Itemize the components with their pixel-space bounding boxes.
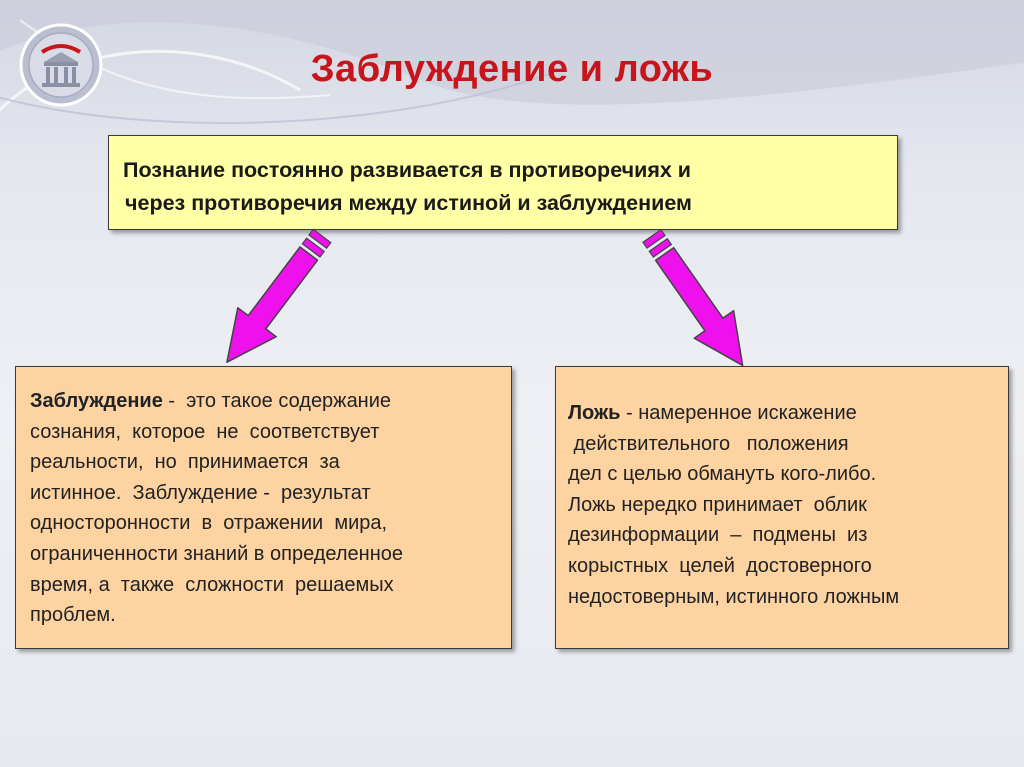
lie-line-5: дезинформации – подмены из	[568, 524, 868, 547]
lie-line-6: корыстных целей достоверного	[568, 554, 872, 577]
delusion-line-7: время, а также сложности решаемых	[30, 573, 394, 596]
top-box-line-1: Познание постоянно развивается в противоречиях и	[123, 158, 692, 182]
lie-line-3: дел с целью обмануть кого-либо.	[568, 463, 877, 486]
lie-line-4: Ложь нередко принимает облик	[568, 493, 867, 516]
top-statement-box	[108, 135, 898, 230]
lie-line-7: недостоверным, истинного ложным	[568, 585, 900, 608]
delusion-line-1: - это такое содержание	[162, 390, 392, 412]
delusion-line-5: односторонности в отражении мира,	[30, 512, 388, 535]
delusion-definition-box	[15, 366, 512, 649]
delusion-line-8: проблем.	[30, 604, 116, 627]
delusion-line-2: сознания, которое не соответствует	[30, 420, 380, 443]
top-box-line-2: через противоречия между истиной и заблуждением	[125, 191, 692, 215]
delusion-line-4: истинное. Заблуждение - результат	[30, 481, 371, 504]
delusion-term: Заблуждение	[30, 390, 163, 412]
lie-line-2: действительного положения	[568, 432, 849, 455]
lie-line-1: - намеренное искажение	[620, 402, 857, 424]
delusion-line-3: реальности, но принимается за	[30, 451, 340, 474]
lie-definition-box	[555, 366, 1009, 649]
delusion-line-6: ограниченности знаний в определенное	[30, 542, 404, 565]
slide-title: Заблуждение и ложь	[310, 48, 714, 90]
lie-term: Ложь	[568, 402, 621, 424]
